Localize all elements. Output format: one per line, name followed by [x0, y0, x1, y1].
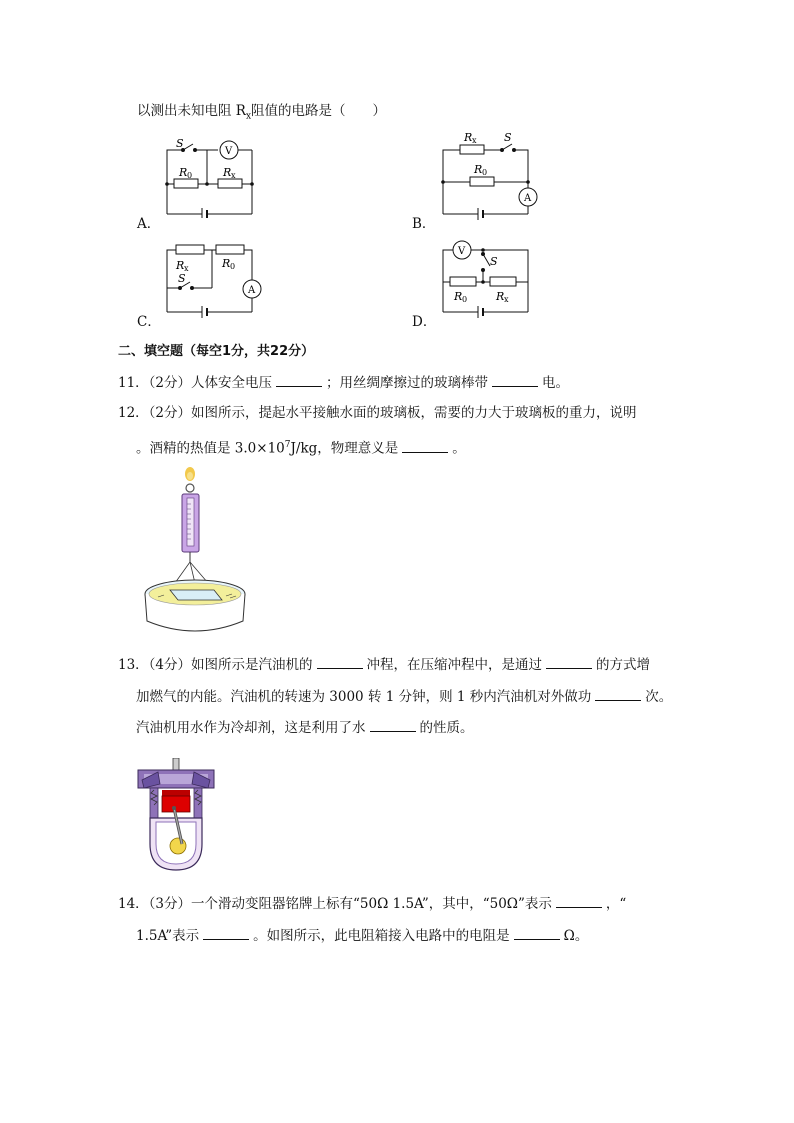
circuit-d [436, 234, 548, 322]
q14-line2-mid: 。如图所示，此电阻箱接入电路中的电阻是 [253, 928, 510, 944]
q13-line3-end: 的性质。 [419, 720, 474, 736]
circuit-b-rx-label: R [464, 131, 473, 144]
q12-exponent: 7 [284, 440, 291, 450]
q12-text-end: 。 [452, 440, 466, 457]
question-12-line-2 [136, 435, 466, 459]
circuit-c-a-label: A [248, 285, 256, 296]
q12-figure [140, 466, 256, 636]
question-13-line-2 [136, 686, 672, 707]
circuit-d-r0-label: R [454, 290, 463, 303]
q11-text-mid: ；用丝绸摩擦过的玻璃棒带 [326, 375, 489, 391]
circuit-c-s-label: S [178, 272, 186, 285]
q13-text-mid: 冲程，在压缩冲程中，是通过 [366, 657, 543, 673]
spring-scale-illustration [140, 466, 256, 636]
circuit-b-rx-sub: x [472, 136, 477, 145]
circuit-c [160, 234, 272, 322]
circuit-d-r0-sub: 0 [462, 295, 468, 304]
q12-text-mid: J/kg，物理意义是 [290, 440, 399, 457]
q13-line2-pre: 加燃气的内能。汽油机的转速为 3000 转 1 分钟，则 1 秒内汽油机对外做功 [136, 689, 592, 705]
q13-blank-1[interactable] [317, 654, 363, 669]
circuit-a-r0-sub: 0 [187, 171, 193, 180]
circuit-b [436, 128, 546, 220]
question-14-line-1 [118, 893, 626, 914]
circuit-d-diagram [436, 234, 548, 322]
question-text-post: 阻值的电路是（ ） [251, 103, 387, 119]
q13-figure [136, 758, 216, 872]
q13-text-end: 的方式增 [596, 657, 651, 673]
q11-blank-1[interactable] [276, 372, 322, 387]
question-14-line-2 [136, 925, 588, 946]
q12-blank[interactable] [402, 438, 448, 453]
question-13-line-3 [136, 717, 474, 738]
option-d-label[interactable]: D． [412, 314, 437, 330]
circuit-d-s-label: S [490, 255, 498, 268]
q13-blank-4[interactable] [370, 717, 416, 732]
q14-blank-1[interactable] [556, 893, 602, 908]
circuit-b-r0-sub: 0 [482, 168, 488, 177]
circuit-b-r0-label: R [474, 163, 483, 176]
q12-text-pre: 。酒精的热值是 3.0×10 [136, 440, 285, 457]
circuit-b-diagram [436, 128, 546, 220]
q13-line2-end: 次。 [645, 689, 673, 705]
circuit-c-r0-label: R [222, 257, 231, 270]
q11-blank-2[interactable] [492, 372, 538, 387]
q13-text-pre: 13．（4分）如图所示是汽油机的 [118, 657, 313, 673]
q14-line1-end: ，“ [605, 896, 627, 912]
question-11 [118, 372, 569, 393]
engine-cylinder-illustration [136, 758, 216, 872]
circuit-c-diagram [160, 234, 272, 322]
circuit-b-a-label: A [524, 193, 532, 204]
question-text-pre: 以测出未知电阻 R [137, 103, 246, 119]
rx-subscript: x [245, 111, 252, 122]
option-c-label[interactable]: C． [137, 314, 161, 330]
q14-blank-2[interactable] [203, 925, 249, 940]
q14-line2-pre: 1.5A”表示 [136, 928, 200, 944]
circuit-d-v-label: V [458, 246, 466, 257]
circuit-c-rx-sub: x [184, 264, 189, 273]
circuit-a-v-label: V [225, 146, 233, 157]
q14-line1-pre: 14．（3分）一个滑动变阻器铭牌上标有“50Ω 1.5A”，其中，“50Ω”表示 [118, 896, 552, 912]
q13-blank-3[interactable] [595, 686, 641, 701]
q11-text: 11．（2分）人体安全电压 [118, 375, 273, 391]
circuit-a-s-label: S [176, 137, 184, 150]
circuit-a-diagram [160, 136, 270, 218]
circuit-a-rx-label: R [223, 166, 232, 179]
circuit-c-rx-label: R [176, 259, 185, 272]
option-a-label[interactable]: A． [137, 216, 161, 232]
circuit-b-s-label: S [504, 131, 512, 144]
option-b-label[interactable]: B． [412, 216, 436, 232]
circuit-d-rx-sub: x [504, 295, 509, 304]
section-heading: 二、填空题（每空1分，共22分） [118, 344, 315, 359]
q14-line2-end: Ω。 [563, 928, 589, 944]
circuit-a [160, 136, 270, 218]
circuit-d-rx-label: R [496, 290, 505, 303]
question-12-line-1: 12．（2分）如图所示，提起水平接触水面的玻璃板，需要的力大于玻璃板的重力，说明 [118, 405, 637, 421]
q11-text-end: 电。 [542, 375, 570, 391]
q14-blank-3[interactable] [514, 925, 560, 940]
q13-line3-pre: 汽油机用水作为冷却剂，这是利用了水 [136, 720, 366, 736]
question-text [137, 101, 386, 127]
circuit-a-rx-sub: x [231, 171, 236, 180]
circuit-c-r0-sub: 0 [230, 262, 236, 271]
q13-blank-2[interactable] [546, 654, 592, 669]
question-13-line-1 [118, 654, 650, 675]
circuit-a-r0-label: R [179, 166, 188, 179]
